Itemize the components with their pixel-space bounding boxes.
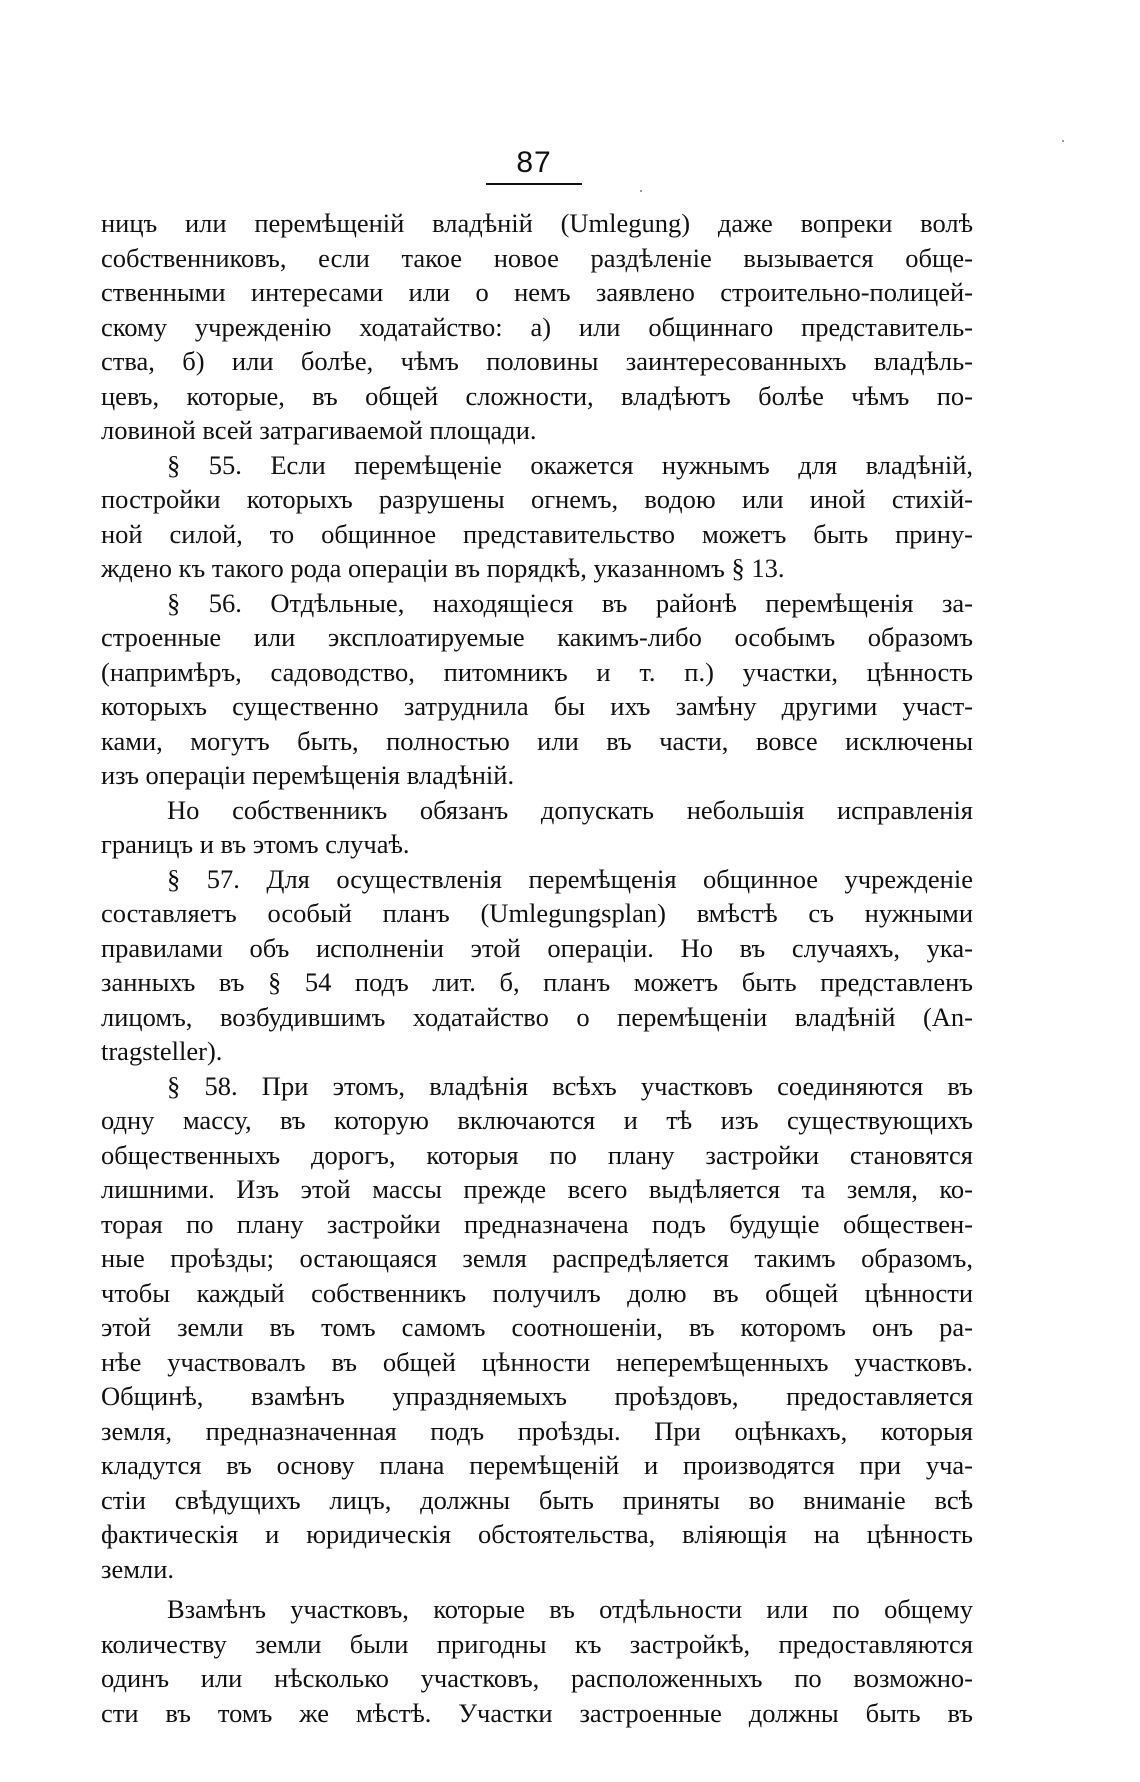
text-line: составляетъ особый планъ (Umlegungsplan) вмѣстѣ съ нужными	[101, 898, 973, 928]
paper-speck	[640, 190, 642, 192]
text-line: которыхъ существенно затруднила бы ихъ замѣну другими участ-	[101, 691, 973, 721]
text-line: правилами объ исполненіи этой операціи. Но въ случаяхъ, ука-	[101, 932, 973, 963]
text-line: постройки которыхъ разрушены огнемъ, водою или иной стихій-	[101, 484, 973, 514]
text-line: кладутся въ основу плана перемѣщеній и производятся при уча-	[101, 1450, 973, 1480]
text-line: сти въ томъ же мѣстѣ. Участки застроенные должны быть въ	[101, 1697, 973, 1728]
text-line: строенные или эксплоатируемые какимъ-либо особымъ образомъ	[101, 622, 973, 652]
text-line: торая по плану застройки предназначена подъ будущіе обществен-	[101, 1208, 973, 1239]
text-line: цевъ, которые, въ общей сложности, владѣютъ болѣе чѣмъ по-	[101, 380, 973, 411]
text-line: ства, б) или болѣе, чѣмъ половины заинтересованныхъ владѣль-	[101, 346, 973, 376]
text-line: скому учрежденію ходатайство: а) или общиннаго представитель-	[101, 311, 973, 342]
text-line: (напримѣръ, садоводство, питомникъ и т. п.) участки, цѣнность	[101, 656, 973, 687]
text-line: ницъ или перемѣщеній владѣній (Umlegung) даже вопреки волѣ	[101, 208, 973, 238]
text-line: tragsteller).	[101, 1036, 223, 1066]
paragraph-first-line: Взамѣнъ участковъ, которые въ отдѣльности или по общему	[167, 1594, 973, 1624]
text-line: этой земли въ томъ самомъ соотношеніи, въ которомъ онъ ра-	[101, 1312, 973, 1342]
section-57-heading-line: § 57. Для осуществленія перемѣщенія общинное учрежденіе	[167, 863, 973, 894]
text-line: ждено къ такого рода операціи въ порядкѣ, указанномъ § 13.	[101, 553, 785, 583]
body-text	[101, 206, 973, 1730]
text-line: собственниковъ, если такое новое раздѣленіе вызывается обще-	[101, 242, 973, 273]
text-line: одинъ или нѣсколько участковъ, расположенныхъ по возможно-	[101, 1663, 973, 1693]
text-line: изъ операціи перемѣщенія владѣній.	[101, 760, 515, 790]
page-number-underline	[486, 183, 582, 185]
paragraph-first-line: Но собственникъ обязанъ допускать небольшія исправленія	[167, 794, 973, 825]
text-line: лишними. Изъ этой массы прежде всего выдѣляется та земля, ко-	[101, 1174, 973, 1204]
text-line: фактическія и юридическія обстоятельства, вліяющія на цѣнность	[101, 1519, 973, 1549]
section-58-heading-line: § 58. При этомъ, владѣнія всѣхъ участковъ соединяются въ	[167, 1070, 973, 1101]
text-line: границъ и въ этомъ случаѣ.	[101, 829, 410, 859]
text-line: чтобы каждый собственникъ получилъ долю въ общей цѣнности	[101, 1277, 973, 1308]
text-line: ловиной всей затрагиваемой площади.	[101, 415, 537, 445]
text-line: одну массу, въ которую включаются и тѣ изъ существующихъ	[101, 1105, 973, 1135]
text-line: стіи свѣдущихъ лицъ, должны быть приняты во вниманіе всѣ	[101, 1484, 973, 1515]
section-56-heading-line: § 56. Отдѣльные, находящіеся въ районѣ перемѣщенія за-	[167, 587, 973, 618]
text-line: ные проѣзды; остающаяся земля распредѣляется такимъ образомъ,	[101, 1243, 973, 1273]
text-line: занныхъ въ § 54 подъ лит. б, планъ можетъ быть представленъ	[101, 967, 973, 997]
section-55-heading-line: § 55. Если перемѣщеніе окажется нужнымъ для владѣній,	[167, 449, 973, 480]
page-number: 87	[516, 146, 552, 179]
text-line: нѣе участвовалъ въ общей цѣнности неперемѣщенныхъ участковъ.	[101, 1346, 973, 1377]
text-line: земли.	[101, 1553, 175, 1584]
text-line: земля, предназначенная подъ проѣзды. При оцѣнкахъ, которыя	[101, 1415, 973, 1446]
text-line: лицомъ, возбудившимъ ходатайство о перемѣщеніи владѣній (An-	[101, 1001, 973, 1032]
paper-speck	[1062, 140, 1064, 142]
text-line: ственными интересами или о немъ заявлено строительно-полицей-	[101, 277, 973, 307]
text-line: Общинѣ, взамѣнъ упраздняемыхъ проѣздовъ, предоставляется	[101, 1381, 973, 1411]
text-line: общественныхъ дорогъ, которыя по плану застройки становятся	[101, 1139, 973, 1170]
text-line: ками, могутъ быть, полностью или въ части, вовсе исключены	[101, 725, 973, 756]
text-line: ной силой, то общинное представительство можетъ быть прину-	[101, 518, 973, 549]
text-line: количеству земли были пригодны къ застройкѣ, предоставляются	[101, 1628, 973, 1659]
